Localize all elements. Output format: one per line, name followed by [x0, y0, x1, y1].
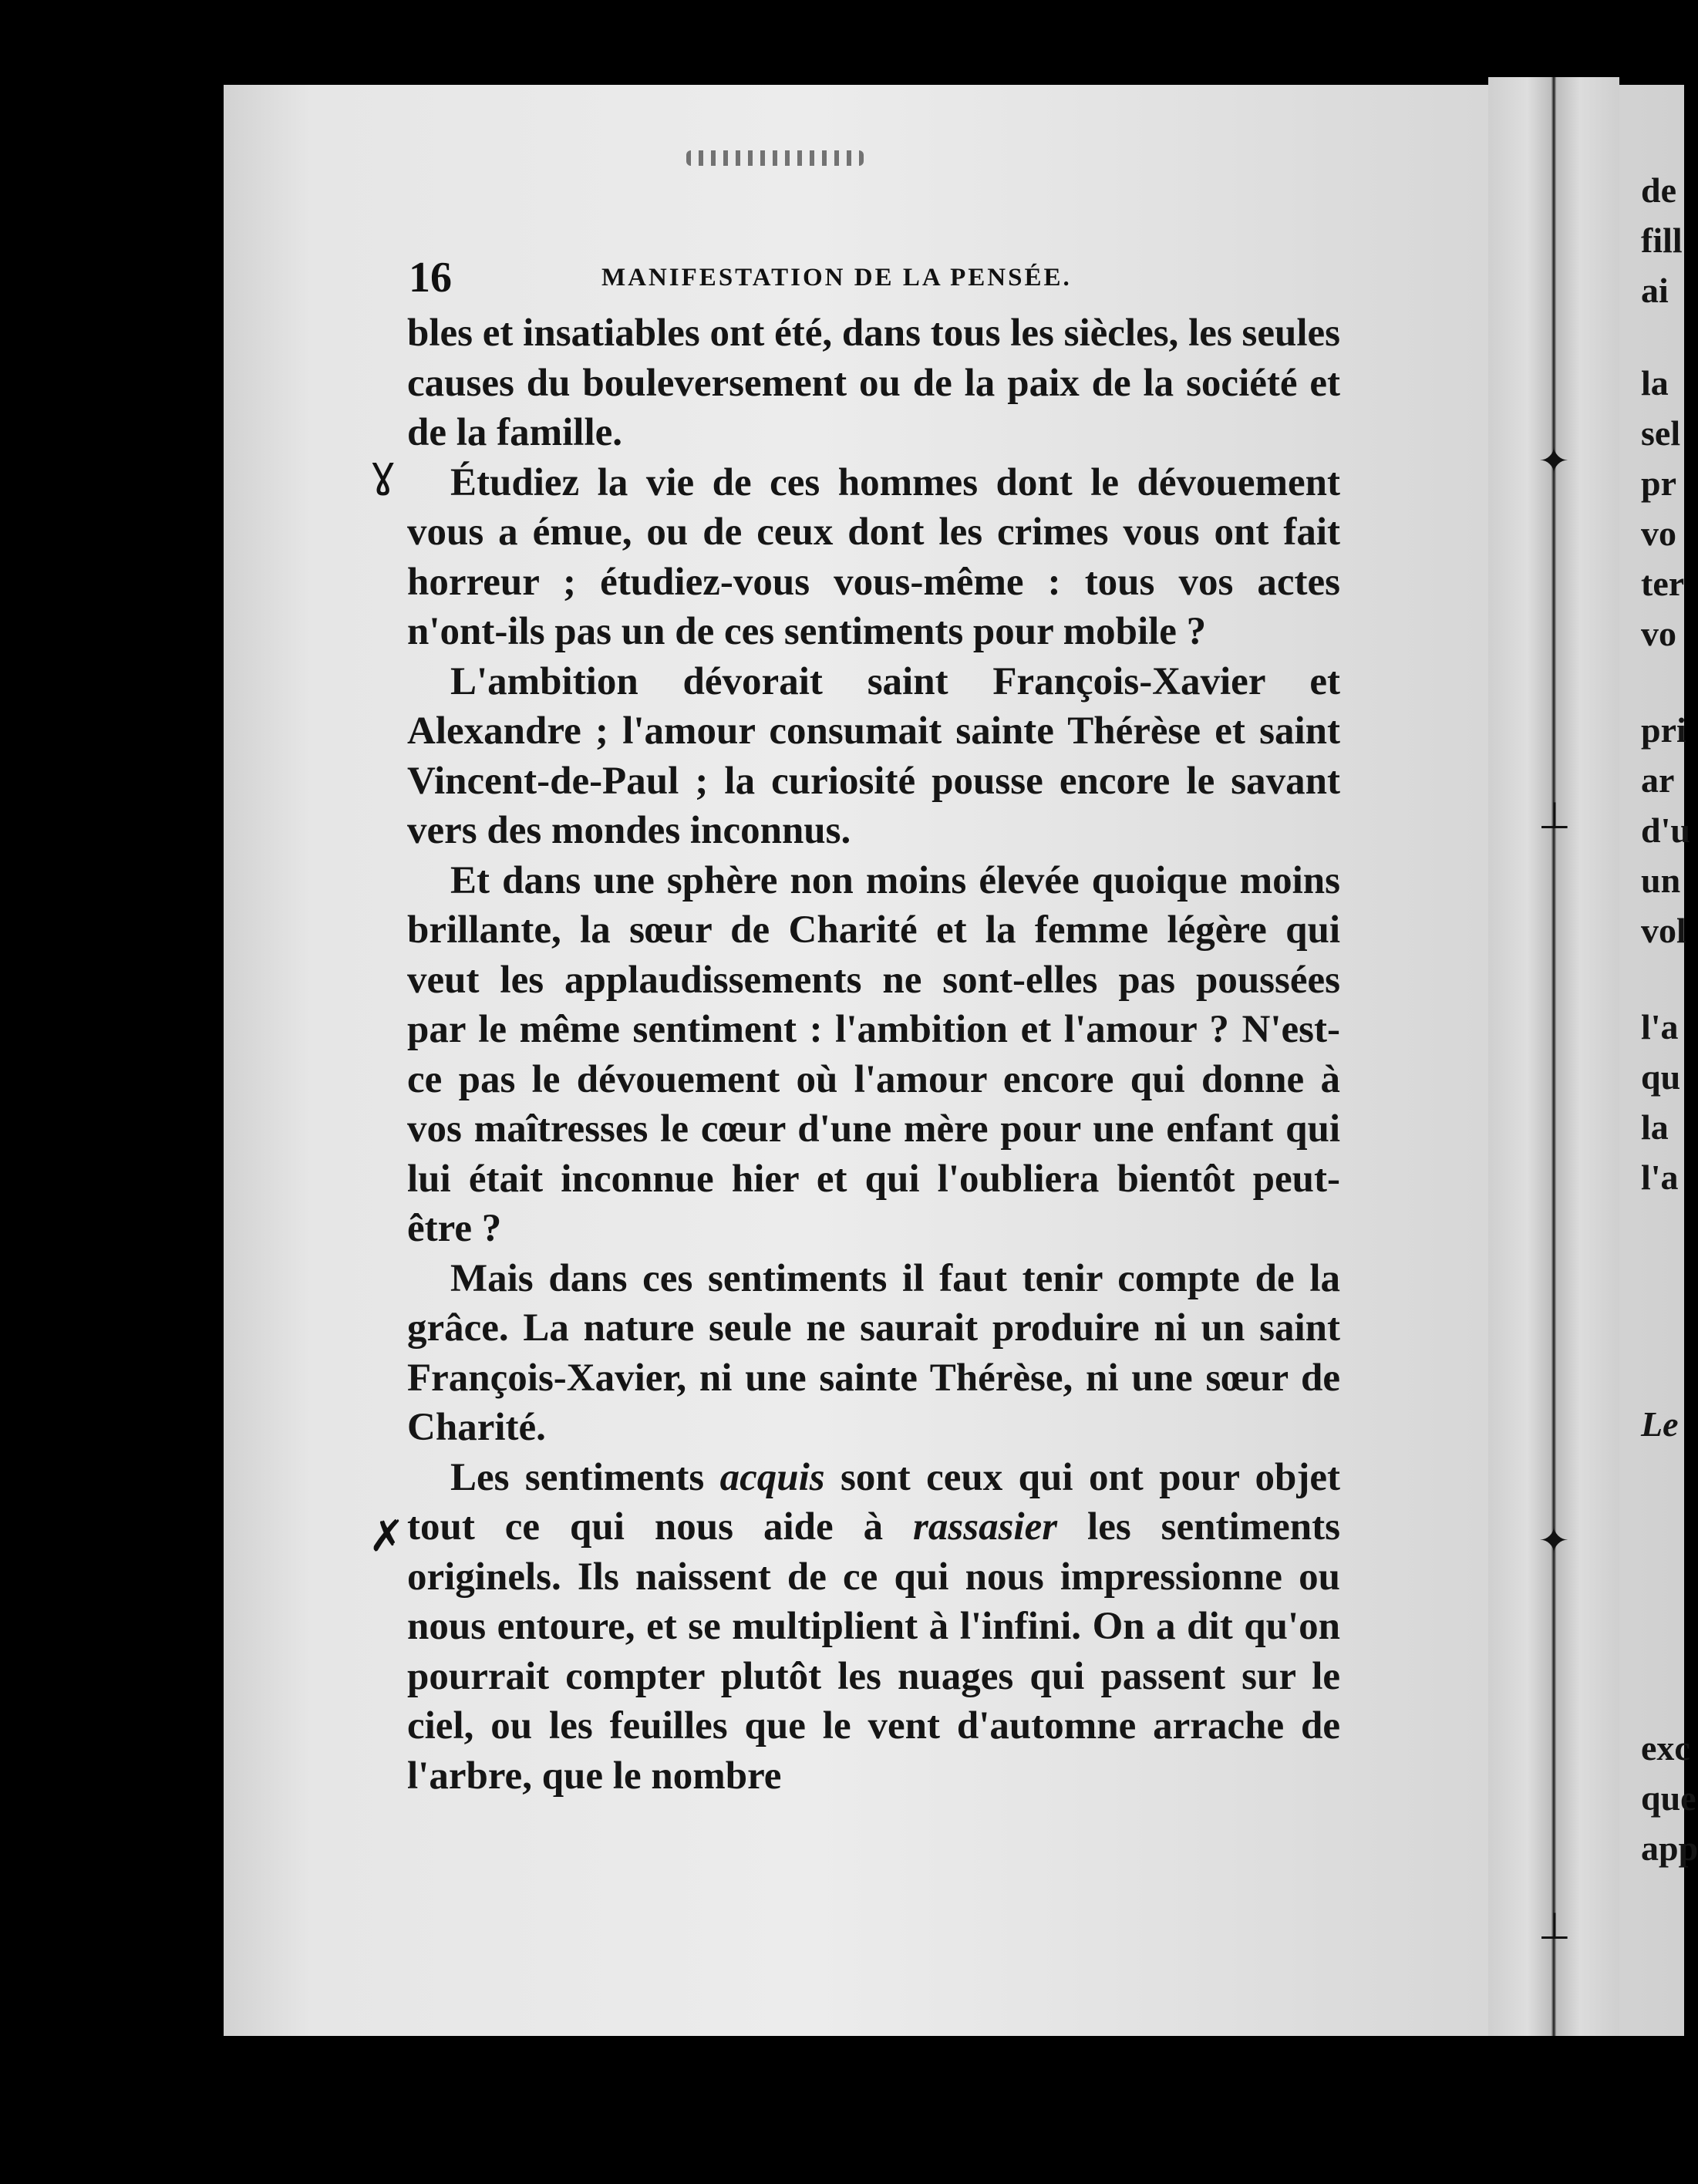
paragraph [407, 1254, 1340, 1453]
right-page-line-fragment: un [1641, 861, 1681, 900]
paragraph [407, 657, 1340, 856]
right-page-line-fragment: ter [1641, 564, 1685, 603]
right-page-line-fragment: sel [1641, 413, 1681, 453]
text-run: L'ambition dévorait saint François-Xavier et Alexandre ; l'amour consumait sainte Thérèse et saint Vincent-de-Paul ; la curiosité pousse encore le savant vers des mondes inconnus. [407, 659, 1340, 852]
right-page-fragment [1635, 85, 1698, 2036]
text-run: bles et insatiables ont été, dans tous les siècles, les seules causes du bouleversement ou de la paix de la société et de la famille. [407, 312, 1340, 454]
right-page-line-fragment: pri [1641, 710, 1686, 750]
right-page-line-fragment: qu [1641, 1057, 1681, 1097]
binding-stitch: ⊥ [1538, 794, 1571, 838]
right-page-line-fragment: vol [1641, 911, 1686, 950]
right-page-line-fragment: de [1641, 170, 1676, 210]
book-gutter [1488, 77, 1619, 2036]
right-page-line-fragment: ai [1641, 271, 1669, 310]
binding-stitch: ⊥ [1538, 1905, 1571, 1948]
margin-mark-1: ɣ [370, 447, 396, 497]
ink-smudge [686, 150, 864, 166]
italic-term: acquis [719, 1455, 825, 1499]
right-page-line-fragment: l'a [1641, 1158, 1679, 1197]
binding-stitch: ✦ [1538, 1519, 1570, 1562]
running-head [409, 253, 1365, 302]
text-run: les sentiments originels. Ils naissent de ce qui nous impressionne ou nous entoure, et se multiplient à l'infini. On a dit qu'on pourrait compter plutôt les nuages qui passent sur le ciel, ou les feuilles que le vent d'automne arrache de l'arbre, que le nombre [407, 1505, 1340, 1798]
paragraph [407, 1453, 1340, 1801]
right-page-line-fragment: que [1641, 1778, 1696, 1818]
right-page-line-fragment: exc [1641, 1728, 1690, 1768]
scanned-page [224, 85, 1698, 2036]
right-page-line-fragment: la [1641, 1107, 1669, 1147]
italic-term: rassasier [913, 1505, 1058, 1549]
right-page-line-fragment: app [1641, 1828, 1698, 1868]
binding-stitch: ✦ [1538, 440, 1570, 483]
page-number: 16 [409, 254, 452, 302]
right-page-line-fragment: fill [1641, 221, 1683, 260]
margin-mark-2: ✗ [369, 1512, 405, 1562]
left-page [224, 85, 1488, 2036]
text-run: sont ceux qui ont pour objet tout ce qui nous aide à [407, 1455, 1340, 1549]
right-page-line-fragment: Le [1641, 1404, 1679, 1444]
right-page-line-fragment: vo [1641, 514, 1676, 553]
right-page-line-fragment: ar [1641, 760, 1675, 800]
paragraph [407, 856, 1340, 1254]
paragraph [407, 308, 1340, 458]
text-run: Mais dans ces sentiments il faut tenir compte de la grâce. La nature seule ne saurait produire ni un saint François-Xavier, ni une sainte Thérèse, ni une sœur de Charité. [407, 1256, 1340, 1449]
body-text [407, 308, 1340, 1801]
page-heading: MANIFESTATION DE LA PENSÉE. [601, 264, 1072, 292]
right-page-line-fragment: pr [1641, 463, 1676, 503]
text-run: Étudiez la vie de ces hommes dont le dévouement vous a émue, ou de ceux dont les crimes vous ont fait horreur ; étudiez-vous vous-même : tous vos actes n'ont-ils pas un de ces sentiments pour mobile ? [407, 460, 1340, 653]
right-page-line-fragment: d'u [1641, 811, 1690, 850]
right-page-line-fragment: vo [1641, 614, 1676, 653]
text-run: Les sentiments [450, 1455, 720, 1499]
text-run: Et dans une sphère non moins élevée quoique moins brillante, la sœur de Charité et la femme légère qui veut les applaudissements ne sont-elles pas poussées par le même sentiment : l'ambition et l'amour ? N'est-ce pas le dévouement où l'amour encore qui donne à vos maîtresses le cœur d'une mère pour une enfant qui lui était inconnue hier et qui l'oubliera bientôt peut-être ? [407, 858, 1340, 1250]
right-page-line-fragment: l'a [1641, 1007, 1679, 1046]
paragraph [407, 458, 1340, 657]
right-page-line-fragment: la [1641, 363, 1669, 403]
